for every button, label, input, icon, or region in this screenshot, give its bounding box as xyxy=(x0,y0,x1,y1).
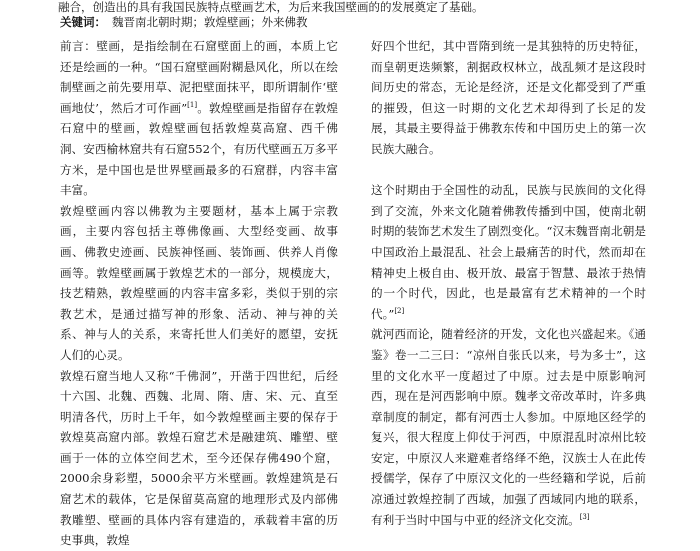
citation-ref: [3] xyxy=(579,512,590,521)
paragraph-text: 敦煌壁画内容以佛教为主要题材，基本上属于宗教画，主要内容包括主尊佛像画、大型经变画、故事画、佛教史迹画、民族神怪画、装饰画、供养人肖像画等。敦煌壁画属于敦煌艺术的一部分，规模庞大，技艺精熟，敦煌壁画的内容丰富多彩，类似于别的宗教艺术，是通过描写神的形象、活动、神与神的关系、神与人的关系，来寄托世人们美好的愿望，安抚人们的心灵。 xyxy=(60,203,338,362)
citation-ref: [2] xyxy=(394,306,405,315)
citation-ref: [1] xyxy=(187,100,198,109)
paragraph-text: 。敦煌壁画是指留存在敦煌石窟中的壁画，敦煌壁画包括敦煌莫高窟、西千佛洞、安西榆林窟共有石窟552个，有历代壁画五万多平方米，是中国也是世界壁画最多的石窟群，内容丰富丰富。 xyxy=(60,100,338,198)
paragraph xyxy=(371,324,646,530)
keywords-line xyxy=(60,14,660,30)
paragraph-text: 前言：壁画，是指绘制在石窟壁面上的画，本质上它还是绘画的一种。“国石窟壁画附糊悬风化，所以在绘制壁画之前先要用草、泥把壁面抹平，即所谓制作‘壁画地仗’，然后才可作画” xyxy=(60,39,338,115)
abstract-closing-line: 融合，创造出的具有我国民族特点壁画艺术，为后来我国壁画的的发展奠定了基础。 xyxy=(58,0,484,14)
paragraph-text: 就河西而论，随着经济的开发，文化也兴盛起来。《通鉴》卷一二三曰：“凉州自张氏以来，号为多士”，这里的文化水平一度超过了中原。过去是中原影响河西，现在是河西影响中原。魏孝文帝改革时，许多典章制度的制定，都有河西士人参加。中原地区经学的复兴，很大程度上仰仗于河西，中原混乱时凉州比较安定，中原汉人来避难者络绎不绝，汉族士人在此传授儒学，保存了中原汉文化的一些经籍和学说，后前凉通过敦煌控制了西域，加强了西域同内地的联系，有利于当时中国与中亚的经济文化交流。 xyxy=(371,327,646,527)
paragraph xyxy=(60,366,338,551)
paragraph xyxy=(60,201,338,366)
paragraph-text: 敦煌石窟当地人又称“千佛洞”，开凿于四世纪，后经十六国、北魏、西魏、北周、隋、唐、宋、元、直至明清各代，历时上千年，如今敦煌壁画主要的保存于敦煌莫高窟内部。敦煌石窟艺术是融建筑、雕塑、壁画于一体的立体空间艺术，至今还保存佛490个窟，2000余身彩塑，5000余平方米壁画。敦煌建筑是石窟艺术的载体，它是保留莫高窟的地理形式及内部佛教雕塑、壁画的具体内容有建造的，承载着丰富的历史事典，敦煌 xyxy=(60,368,338,548)
paragraph xyxy=(60,36,338,201)
paragraph xyxy=(371,36,646,160)
keywords-text: 魏晋南北朝时期；敦煌壁画；外来佛教 xyxy=(112,15,308,29)
paragraph xyxy=(371,180,646,324)
paragraph-text: 这个时期由于全国性的动乱，民族与民族间的文化得到了交流，外来文化随着佛教传播到中国，使南北朝时期的装饰艺术发生了剧烈变化。“汉末魏晋南北朝是中国政治上最混乱、社会上最痛苦的时代，然而却在精神史上极自由、极开放、最富于智慧、最浓于热情的一个时代，因此，也是最富有艺术精神的一个时代。” xyxy=(371,183,646,321)
keywords-label: 关键词： xyxy=(60,15,106,29)
right-text-column xyxy=(371,36,646,530)
paragraph-text: 好四个世纪，其中晋隋到统一是其独特的历史特征，而皇朝更迭频繁，割据政权林立，战乱频才是这段时间历史的常态，无论是经济，还是文化都受到了严重的摧毁，但这一时期的文化艺术却得到了长足的发展，其最主要得益于佛教东传和中国历史上的第一次民族大融合。 xyxy=(371,39,646,156)
left-text-column xyxy=(60,36,338,551)
